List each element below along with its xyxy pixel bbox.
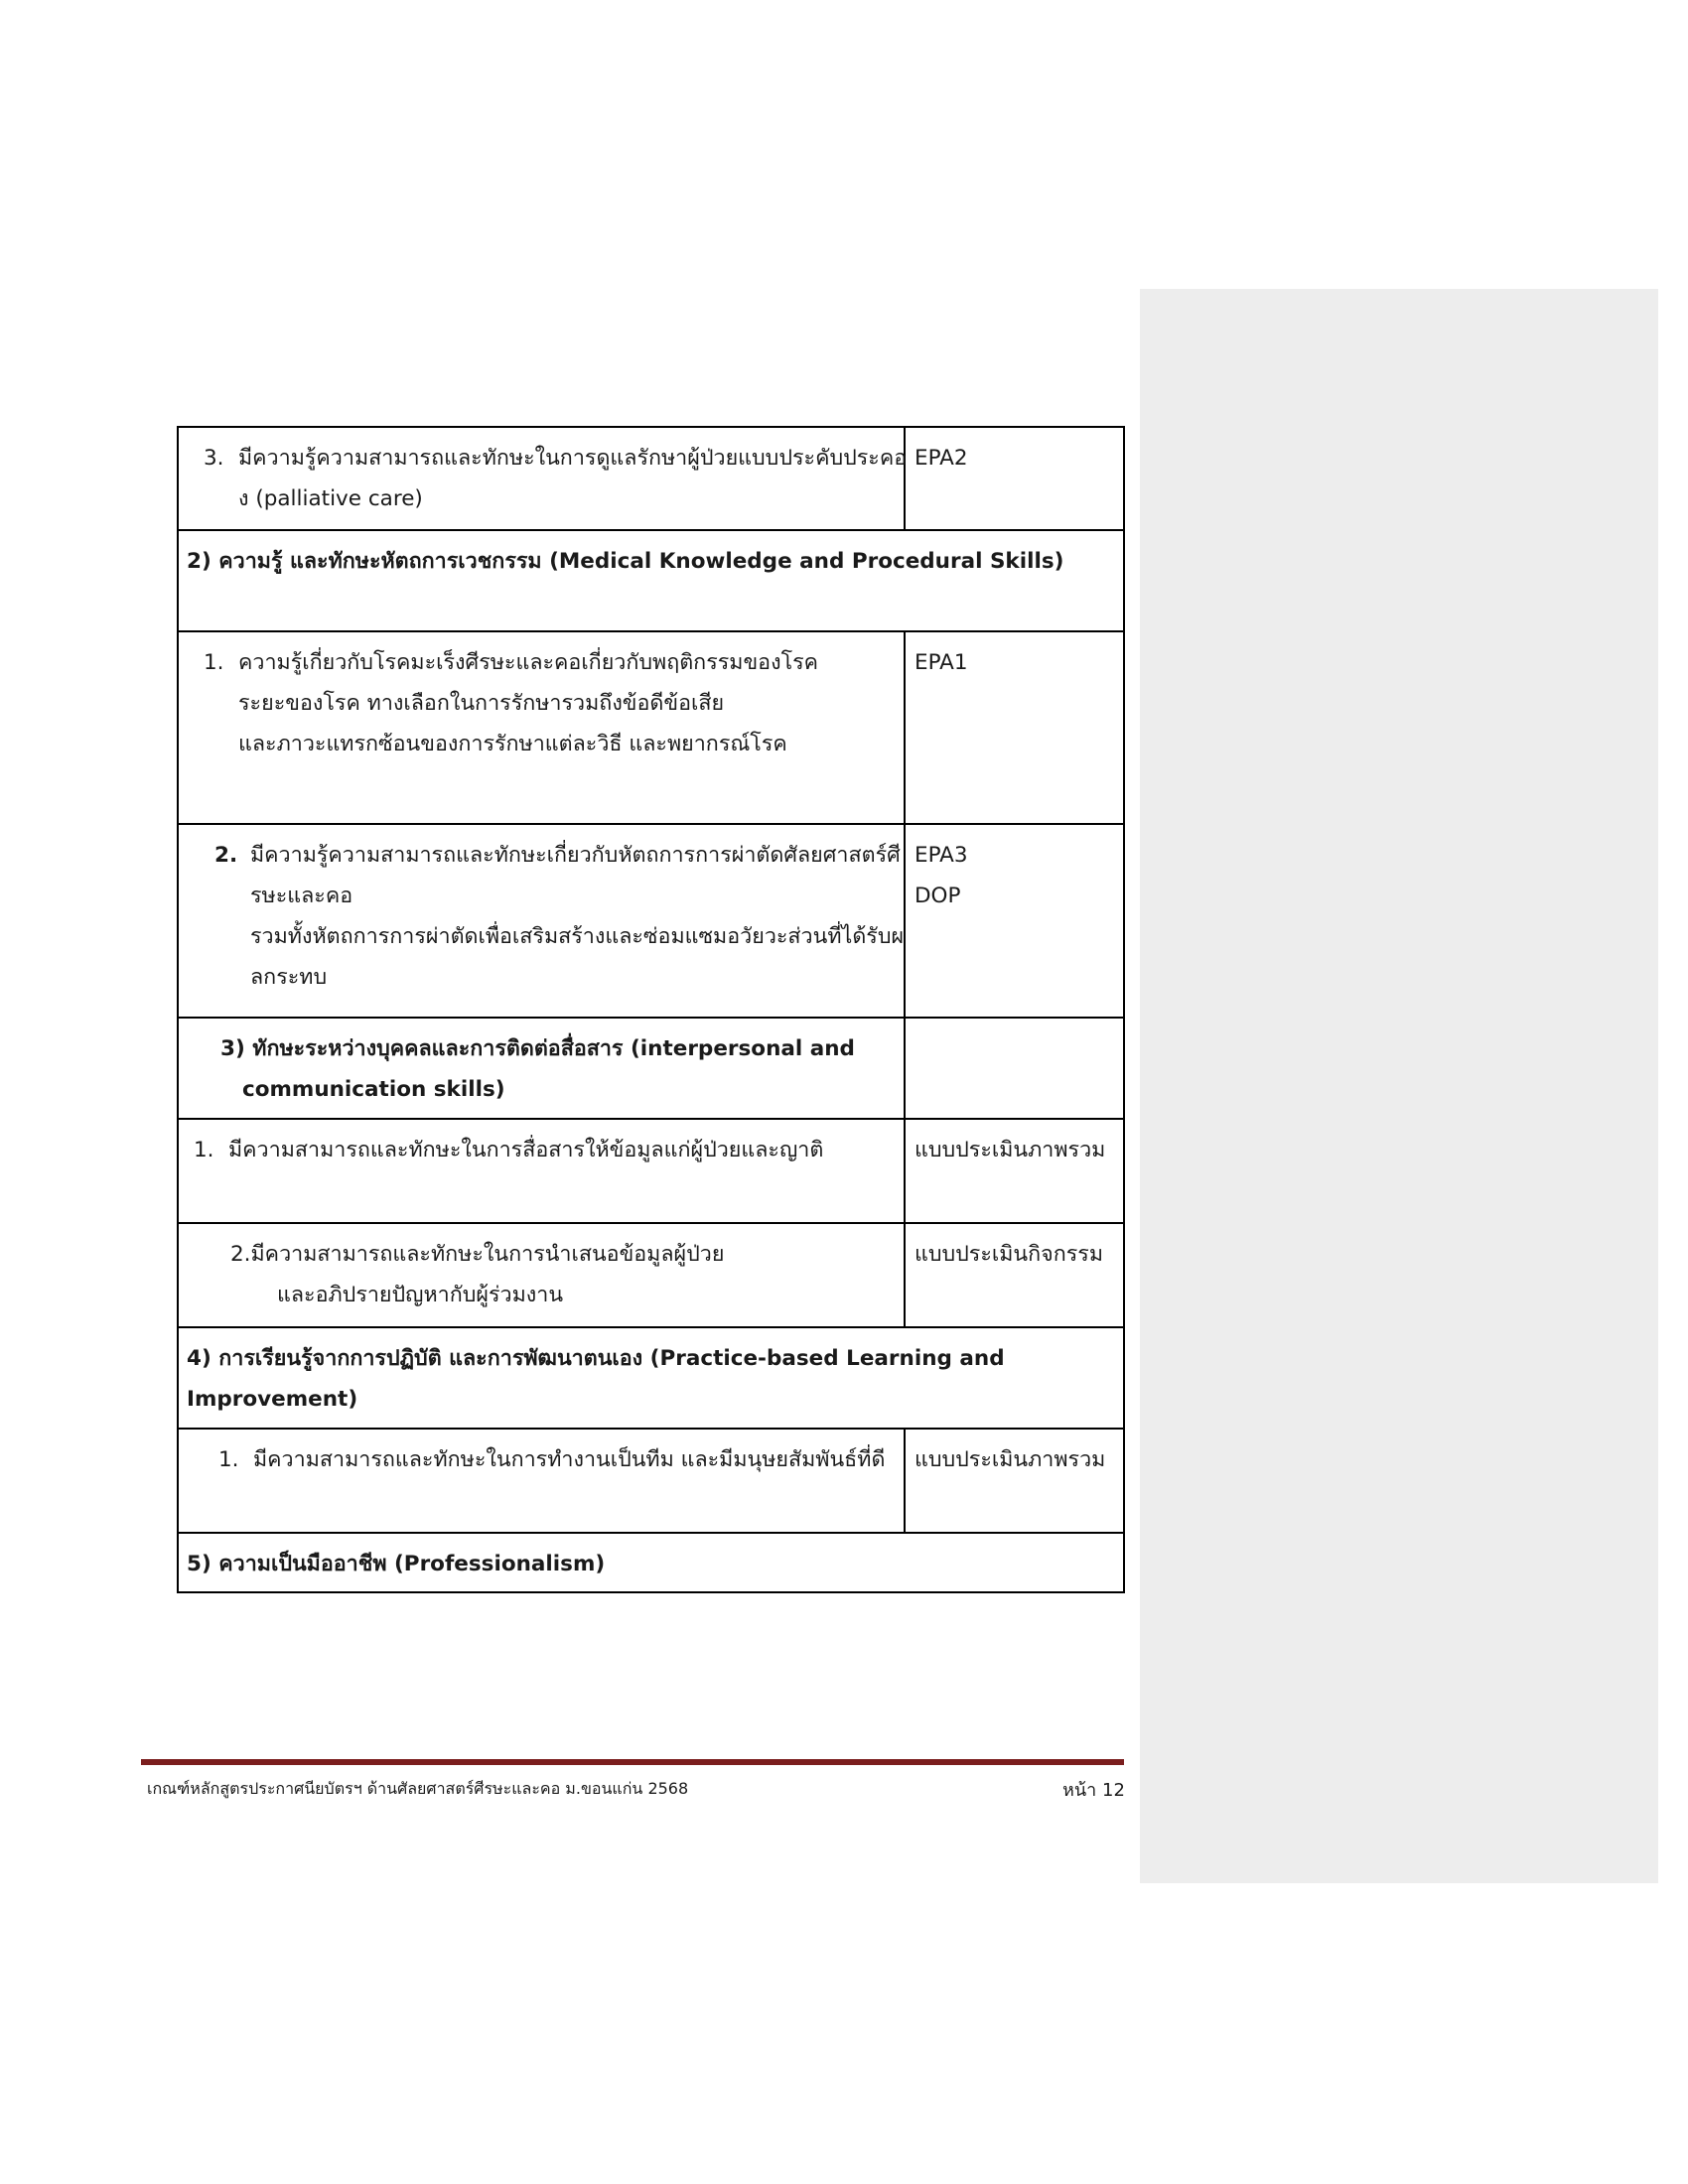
assessment-cell: แบบประเมินภาพรวม — [905, 1119, 1124, 1223]
section-header-row — [178, 530, 1124, 631]
footer-page-number: หน้า 12 — [1062, 1780, 1125, 1801]
section-heading: 5) ความเป็นมืออาชีพ (Professionalism) — [187, 1552, 606, 1576]
footer-rule — [141, 1759, 1124, 1765]
item-text: รษะและคอ — [250, 884, 353, 908]
section-heading: 4) การเรียนรู้จากการปฏิบัติ และการพัฒนาตนเอง (Practice-based Learning and — [187, 1346, 1005, 1371]
footer-document-title: เกณฑ์หลักสูตรประกาศนียบัตรฯ ด้านศัลยศาสตร์ศีรษะและคอ ม.ขอนแก่น 2568 — [147, 1779, 689, 1798]
table-row — [178, 1223, 1124, 1327]
competency-table — [177, 426, 1125, 1593]
item-text: ความรู้เกี่ยวกับโรคมะเร็งศีรษะและคอเกี่ยวกับพฤติกรรมของโรค — [238, 650, 819, 675]
section-heading: 3) ทักษะระหว่างบุคคลและการติดต่อสื่อสาร (interpersonal and — [220, 1036, 855, 1061]
section-header-row — [178, 1327, 1124, 1429]
assessment-cell: EPA1 — [905, 631, 1124, 824]
assessment-cell: EPA3 DOP — [905, 824, 1124, 1018]
item-text: และภาวะแทรกซ้อนของการรักษาแต่ละวิธี และพยากรณ์โรค — [238, 732, 787, 756]
item-text: ลกระทบ — [250, 965, 328, 990]
section-heading: 2) ความรู้ และทักษะหัตถการเวชกรรม (Medical Knowledge and Procedural Skills) — [187, 549, 1064, 574]
item-text: 2.มีความสามารถและทักษะในการนำเสนอข้อมูลผู้ป่วย — [230, 1242, 725, 1267]
section-heading: communication skills) — [242, 1077, 505, 1102]
item-text: ง (palliative care) — [238, 486, 423, 511]
section-heading: Improvement) — [187, 1387, 358, 1412]
item-text: ระยะของโรค ทางเลือกในการรักษารวมถึงข้อดีข้อเสีย — [238, 691, 725, 716]
section-header-row — [178, 1018, 1124, 1119]
item-text: มีความรู้ความสามารถและทักษะเกี่ยวกับหัตถการการผ่าตัดศัลยศาสตร์ศี — [250, 843, 901, 868]
section-header-row — [178, 1533, 1124, 1592]
table-row: 1. มีความสามารถและทักษะในการสื่อสารให้ข้อมูลแก่ผู้ป่วยและญาติ แบบประเมินภาพรวม — [178, 1119, 1124, 1223]
item-text: และอภิปรายปัญหากับผู้ร่วมงาน — [277, 1283, 564, 1307]
table-row: 3. มีความรู้ความสามารถและทักษะในการดูแลรักษาผู้ป่วยแบบประคับประคอ ง (palliative care) EPA2 — [178, 427, 1124, 530]
assessment-cell: แบบประเมินกิจกรรม — [905, 1223, 1124, 1327]
comment-pane — [1140, 289, 1658, 1883]
item-text: มีความรู้ความสามารถและทักษะในการดูแลรักษาผู้ป่วยแบบประคับประคอ — [238, 446, 908, 471]
item-text: มีความสามารถและทักษะในการสื่อสารให้ข้อมูลแก่ผู้ป่วยและญาติ — [228, 1138, 824, 1162]
table-row: 1. มีความสามารถและทักษะในการทำงานเป็นทีม และมีมนุษยสัมพันธ์ที่ดี แบบประเมินภาพรวม — [178, 1429, 1124, 1533]
item-text: รวมทั้งหัตถการการผ่าตัดเพื่อเสริมสร้างและซ่อมแซมอวัยวะส่วนที่ได้รับผ — [250, 924, 905, 949]
table-row: 2. มีความรู้ความสามารถและทักษะเกี่ยวกับหัตถการการผ่าตัดศัลยศาสตร์ศี รษะและคอ รวมทั้งหัตถการการผ่าตัดเพื่อเสริมสร้างและซ่อมแซมอวัยวะส่วนที่ได้รับผ ลกระทบ EPA3 DOP — [178, 824, 1124, 1018]
assessment-cell: แบบประเมินภาพรวม — [905, 1429, 1124, 1533]
table-row: 1. ความรู้เกี่ยวกับโรคมะเร็งศีรษะและคอเกี่ยวกับพฤติกรรมของโรค ระยะของโรค ทางเลือกในการรักษารวมถึงข้อดีข้อเสีย และภาวะแทรกซ้อนของการรักษาแต่ละวิธี และพยากรณ์โรค EPA1 — [178, 631, 1124, 824]
assessment-cell: EPA2 — [905, 427, 1124, 530]
item-text: มีความสามารถและทักษะในการทำงานเป็นทีม และมีมนุษยสัมพันธ์ที่ดี — [253, 1447, 886, 1472]
